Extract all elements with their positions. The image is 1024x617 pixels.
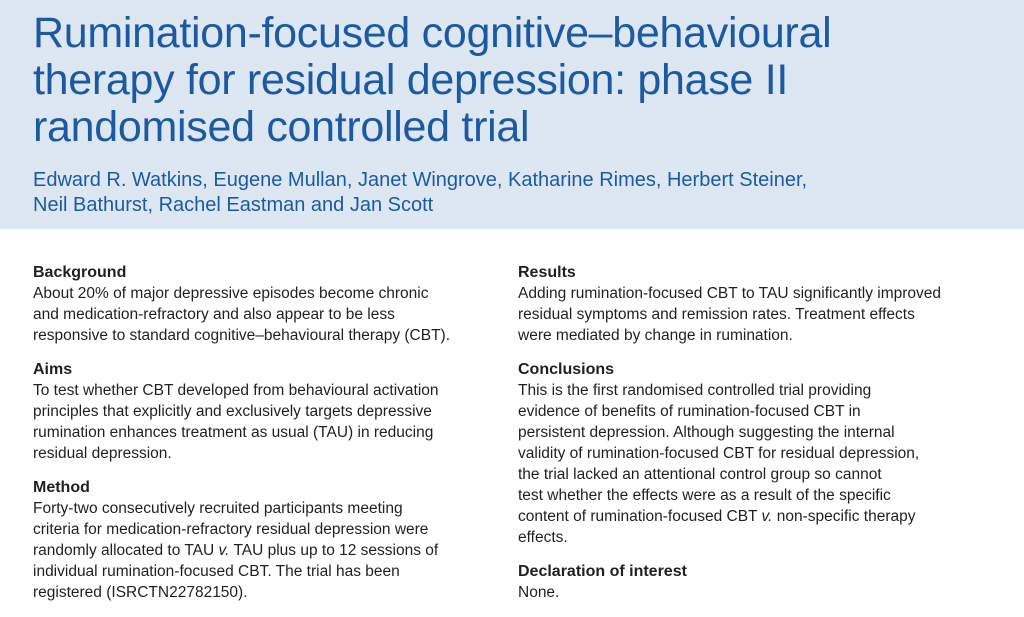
section-heading: Background <box>33 264 127 281</box>
author-line: Neil Bathurst, Rachel Eastman and Jan Scott <box>33 194 434 216</box>
abstract-right-column <box>518 262 988 616</box>
title-line: Rumination-focused cognitive–behavioural <box>33 9 832 57</box>
title-line: randomised controlled trial <box>33 103 530 151</box>
paper-title <box>33 10 993 151</box>
title-line: therapy for residual depression: phase II <box>33 56 788 104</box>
section-declaration-of-interest <box>518 561 988 603</box>
author-line: Edward R. Watkins, Eugene Mullan, Janet Wingrove, Katharine Rimes, Herbert Steiner, <box>33 169 808 191</box>
section-results <box>518 262 988 346</box>
section-heading: Declaration of interest <box>518 563 687 580</box>
author-list <box>33 168 993 218</box>
section-aims <box>33 359 503 464</box>
section-method <box>33 477 503 603</box>
paper-header <box>0 0 1024 229</box>
section-heading: Results <box>518 264 576 281</box>
abstract-left-column <box>33 262 503 616</box>
section-conclusions <box>518 359 988 548</box>
section-body: About 20% of major depressive episodes become chronic and medication-refractory and also appear to be less responsive to standard cognitive–behavioural therapy (CBT). <box>33 285 451 344</box>
section-body: Forty-two consecutively recruited participants meeting criteria for medication-refractory residual depression were randomly allocated to TAU v. TAU plus up to 12 sessions of individual rumination-focused CBT. The trial has been registered (ISRCTN22782150). <box>33 500 439 601</box>
section-heading: Aims <box>33 361 73 378</box>
section-body: Adding rumination-focused CBT to TAU significantly improved residual symptoms and remission rates. Treatment effects were mediated by change in rumination. <box>518 285 942 344</box>
section-body: None. <box>518 584 560 601</box>
section-heading: Conclusions <box>518 361 615 378</box>
section-background <box>33 262 503 346</box>
section-body: To test whether CBT developed from behavioural activation principles that explicitly and exclusively targets depressive rumination enhances treatment as usual (TAU) in reducing residual depression. <box>33 382 439 462</box>
section-heading: Method <box>33 479 90 496</box>
section-body: This is the first randomised controlled trial providing evidence of benefits of rumination-focused CBT in persistent depression. Although suggesting the internal validity of rumination-focused CBT for residual depression, the trial lacked an attentional control group so cannot test whether the effects were as a result of the specific content of rumination-focused CBT v. non-specific therapy effects. <box>518 382 920 546</box>
